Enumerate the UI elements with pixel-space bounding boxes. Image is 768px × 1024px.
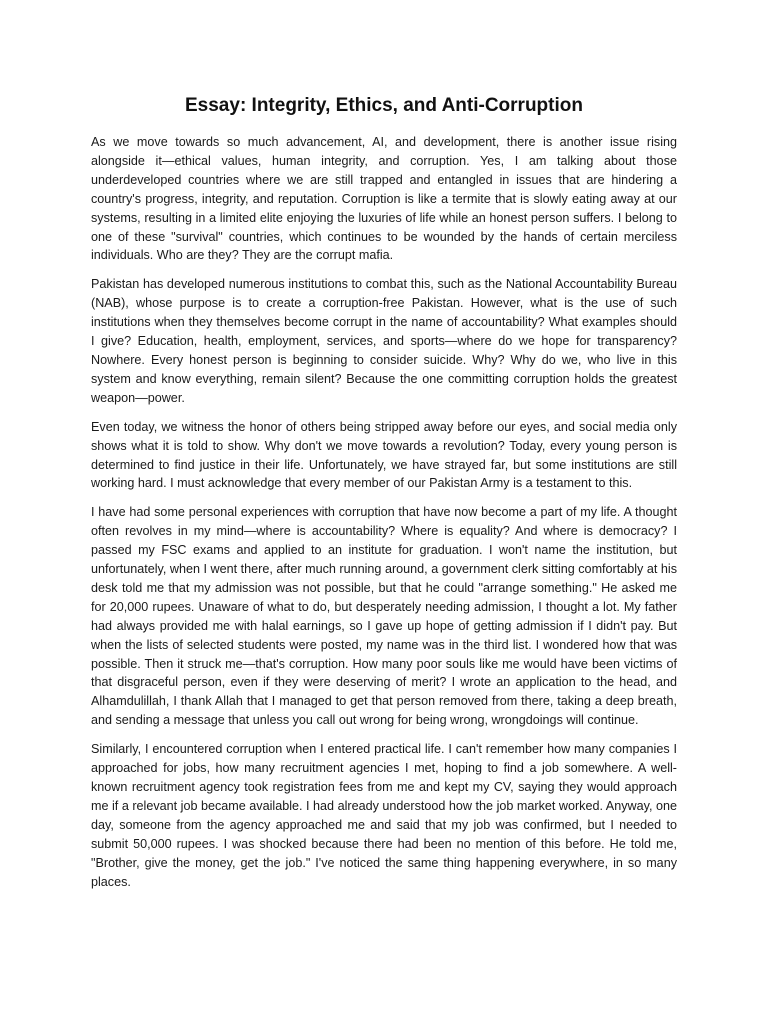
paragraph-practical-life: Similarly, I encountered corruption when I entered practical life. I can't remember how many companies I approached for jobs, how many recruitment agencies I met, hoping to find a job somewhere. A well-known recruitment agency took registration fees from me and kept my CV, saying they would approach me if a relevant job became available. I had already understood how the job market worked. Anyway, one day, someone from the agency approached me and said that my job was confirmed, but I needed to submit 50,000 rupees. I was shocked because there had been no mention of this before. He told me, "Brother, give the money, get the job." I've noticed the same thing happening everywhere, in so many places. xyxy=(91,742,677,889)
essay-body xyxy=(91,93,677,901)
essay-title: Essay: Integrity, Ethics, and Anti-Corruption xyxy=(185,95,583,116)
paragraph-intro: As we move towards so much advancement, AI, and development, there is another issue rising alongside it—ethical values, human integrity, and corruption. Yes, I am talking about those underdeveloped countries where we are still trapped and entangled in issues that are hindering a country's progress, integrity, and reputation. Corruption is like a termite that is slowly eating away at our systems, resulting in a limited elite enjoying the luxuries of life while an honest person suffers. I belong to one of these "survival" countries, which continues to be wounded by the hands of certain merciless individuals. Who are they? They are the corrupt mafia. xyxy=(91,135,677,263)
paragraph-honor: Even today, we witness the honor of others being stripped away before our eyes, and social media only shows what it is told to show. Why don't we move towards a revolution? Today, every young person is determined to find justice in their life. Unfortunately, we have strayed far, but some institutions are still working hard. I must acknowledge that every member of our Pakistan Army is a testament to this. xyxy=(91,419,677,491)
paragraph-personal-experience: I have had some personal experiences with corruption that have now become a part of my life. A thought often revolves in my mind—where is accountability? Where is equality? And where is democracy? I passed my FSC exams and applied to an institute for graduation. I won't name the institution, but unfortunately, when I went there, after much running around, a government clerk sitting comfortably at his desk told me that my admission was not possible, but that he could "arrange something." He asked me for 20,000 rupees. Unaware of what to do, but desperately needing admission, I thought a lot. My father had always provided me with halal earnings, so I gave up hope of getting admission if I didn't pay. But when the lists of selected students were posted, my name was in the third list. I wondered how that was possible. Then it struck me—that's corruption. How many poor souls like me would have been victims of that disgraceful person, even if they were deserving of merit? I wrote an application to the head, and Alhamdulillah, I thank Allah that I managed to get that person removed from there, taking a deep breath, and sending a message that unless you call out wrong for being wrong, wrongdoings will continue. xyxy=(91,505,677,728)
paragraph-institutions: Pakistan has developed numerous institutions to combat this, such as the National Accountability Bureau (NAB), whose purpose is to create a corruption-free Pakistan. However, what is the use of such institutions when they themselves become corrupt in the name of accountability? What examples should I give? Education, health, employment, services, and sports—where do we hope for transparency? Nowhere. Every honest person is beginning to consider suicide. Why? Why do we, who live in this system and know everything, remain silent? Because the one committing corruption holds the greatest weapon—power. xyxy=(91,277,677,405)
